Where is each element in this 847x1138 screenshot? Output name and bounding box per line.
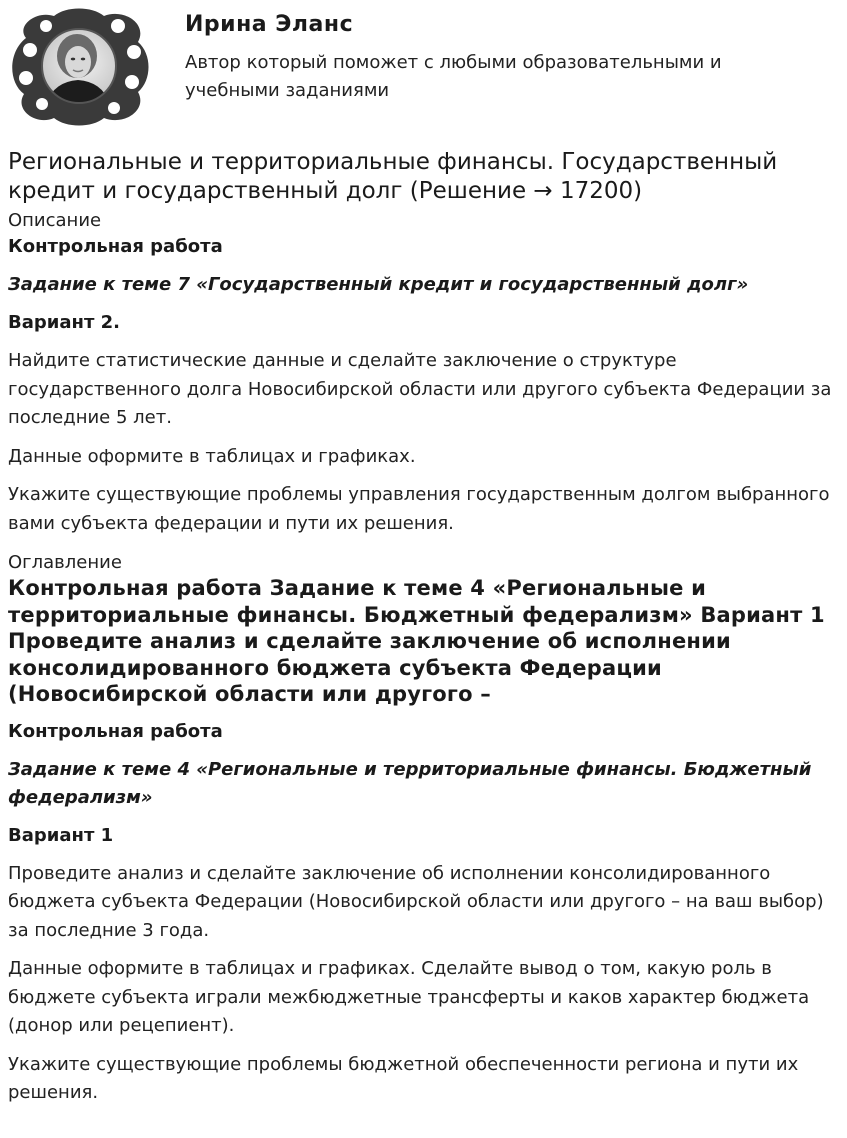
description-heading: Контрольная работа	[8, 236, 223, 257]
description-paragraph: Укажите существующие проблемы управления государственным долгом выбранного вами субъекта федерации и пути их решения.	[8, 484, 830, 534]
toc-task: Задание к теме 4 «Региональные и территориальные финансы. Бюджетный федерализм»	[8, 758, 812, 808]
toc-variant: Вариант 1	[8, 824, 114, 846]
author-photo-icon	[6, 6, 152, 128]
toc-heading: Контрольная работа	[8, 720, 223, 742]
toc-paragraph: Проведите анализ и сделайте заключение об исполнении консолидированного бюджета субъекта Федерации (Новосибирской области или другого – на ваш выбор) за последние 3 года.	[8, 862, 824, 941]
author-header	[0, 0, 847, 130]
toc-summary: Контрольная работа Задание к теме 4 «Региональные и территориальные финансы. Бюджетный федерализм» Вариант 1 Проведите анализ и сделайте заключение об исполнении консолидированного бюджета субъекта Федерации (Новосибирской области или другого –	[8, 576, 825, 706]
main-content	[8, 148, 840, 1108]
author-description: Автор который поможет с любыми образовательными и учебными заданиями	[185, 52, 722, 101]
author-name[interactable]: Ирина Эланс	[185, 12, 354, 37]
toc-paragraph: Данные оформите в таблицах и графиках. Сделайте вывод о том, какую роль в бюджете субъекта играли межбюджетные трансферты и каков характер бюджета (донор или рецепиент).	[8, 958, 810, 1036]
description-task: Задание к теме 7 «Государственный кредит и государственный долг»	[8, 274, 749, 295]
description-paragraph: Найдите статистические данные и сделайте заключение о структуре государственного долга Новосибирской области или другого субъекта Федерации за последние 5 лет.	[8, 350, 832, 428]
description-variant: Вариант 2.	[8, 312, 121, 333]
avatar[interactable]	[6, 6, 152, 128]
description-paragraph: Данные оформите в таблицах и графиках.	[8, 445, 416, 467]
page-title: Региональные и территориальные финансы. Государственный кредит и государственный долг (Решение → 17200)	[8, 149, 778, 204]
toc-paragraph: Укажите существующие проблемы бюджетной обеспеченности региона и пути их решения.	[8, 1053, 799, 1103]
description-label: Описание	[8, 210, 102, 231]
toc-label: Оглавление	[8, 552, 122, 573]
